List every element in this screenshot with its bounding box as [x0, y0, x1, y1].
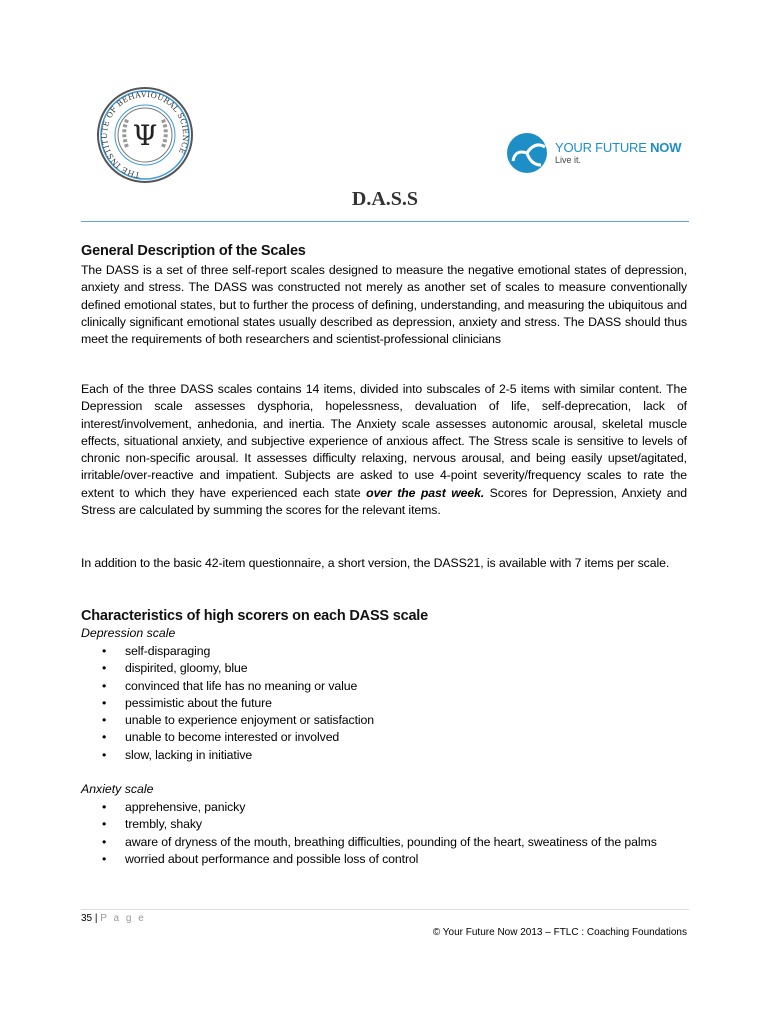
depression-list [81, 643, 687, 764]
title-divider [81, 221, 689, 222]
paragraph-text: Scores for Depression, Anxiety and Stress are calculated by summing the scores for the relevant items. [81, 485, 687, 518]
section-heading-characteristics: Characteristics of high scorers on each DASS scale [81, 608, 428, 624]
triskelion-icon [505, 131, 549, 175]
footer-copyright: © Your Future Now 2013 – FTLC : Coaching Foundations [432, 927, 687, 938]
logo-name-bold: NOW [650, 139, 682, 155]
list-item: • worried about performance and possible loss of control [81, 851, 687, 868]
anxiety-scale-label: Anxiety scale [81, 782, 154, 796]
list-item: • unable to experience enjoyment or satisfaction [81, 712, 687, 729]
your-future-now-logo [505, 130, 695, 175]
institute-logo [95, 85, 195, 185]
footer-divider [81, 909, 689, 910]
list-item: • slow, lacking in initiative [81, 747, 687, 764]
logo-name: YOUR FUTURE [555, 139, 651, 155]
emphasis-text: over the past week. [366, 485, 485, 500]
list-item: • pessimistic about the future [81, 695, 687, 712]
paragraph-dass21: In addition to the basic 42-item questionnaire, a short version, the DASS21, is available with 7 items per scale. [81, 556, 670, 570]
list-item: • aware of dryness of the mouth, breathing difficulties, pounding of the heart, sweatiness of the palms [81, 834, 687, 851]
document-title: D.A.S.S [351, 188, 419, 210]
list-item: • unable to become interested or involved [81, 729, 687, 746]
list-item: • convinced that life has no meaning or value [81, 678, 687, 695]
paragraph-general-description: The DASS is a set of three self-report scales designed to measure the negative emotional states of depression, anxiety and stress. The DASS was constructed not merely as another set of scales to measure conventionally defined emotional states, but to further the process of defining, understanding, and measuring the ubiquitous and clinically significant emotional states usually described as depression, anxiety and stress. The DASS should thus meet the requirements of both researchers and scientist-professional clinicians [81, 263, 687, 347]
page-number [81, 913, 146, 924]
paragraph-dass-scales [81, 381, 687, 519]
list-item: • self-disparaging [81, 643, 687, 660]
page-separator: | [92, 913, 101, 924]
depression-scale-label: Depression scale [81, 626, 176, 640]
logo-tagline: Live it. [555, 154, 582, 165]
list-item: • apprehensive, panicky [81, 799, 687, 816]
svg-text:Ψ: Ψ [132, 119, 158, 152]
list-item: • trembly, shaky [81, 816, 687, 833]
page-number-value: 35 [81, 913, 93, 924]
paragraph-text: Each of the three DASS scales contains 14 items, divided into subscales of 2-5 items with similar content. The Depression scale assesses dysphoria, hopelessness, devaluation of life, self-deprecation, lack of interest/involvement, anhedonia, and inertia. The Anxiety scale assesses autonomic arousal, skeletal muscle effects, situational anxiety, and subjective experience of anxious affect. The Stress scale is sensitive to levels of chronic non-specific arousal. It assesses difficulty relaxing, nervous arousal, and being easily upset/agitated, irritable/over-reactive and impatient. Subjects are asked to use 4-point severity/frequency scales to rate the extent to which they have experienced each state [81, 382, 687, 500]
section-heading-general: General Description of the Scales [81, 243, 306, 259]
list-item: • dispirited, gloomy, blue [81, 660, 687, 677]
page-label: P a g e [100, 913, 146, 924]
seal-ring-text: THE INSTITUTE OF BEHAVIOURAL SCIENCE [99, 89, 191, 180]
anxiety-list [81, 799, 687, 868]
